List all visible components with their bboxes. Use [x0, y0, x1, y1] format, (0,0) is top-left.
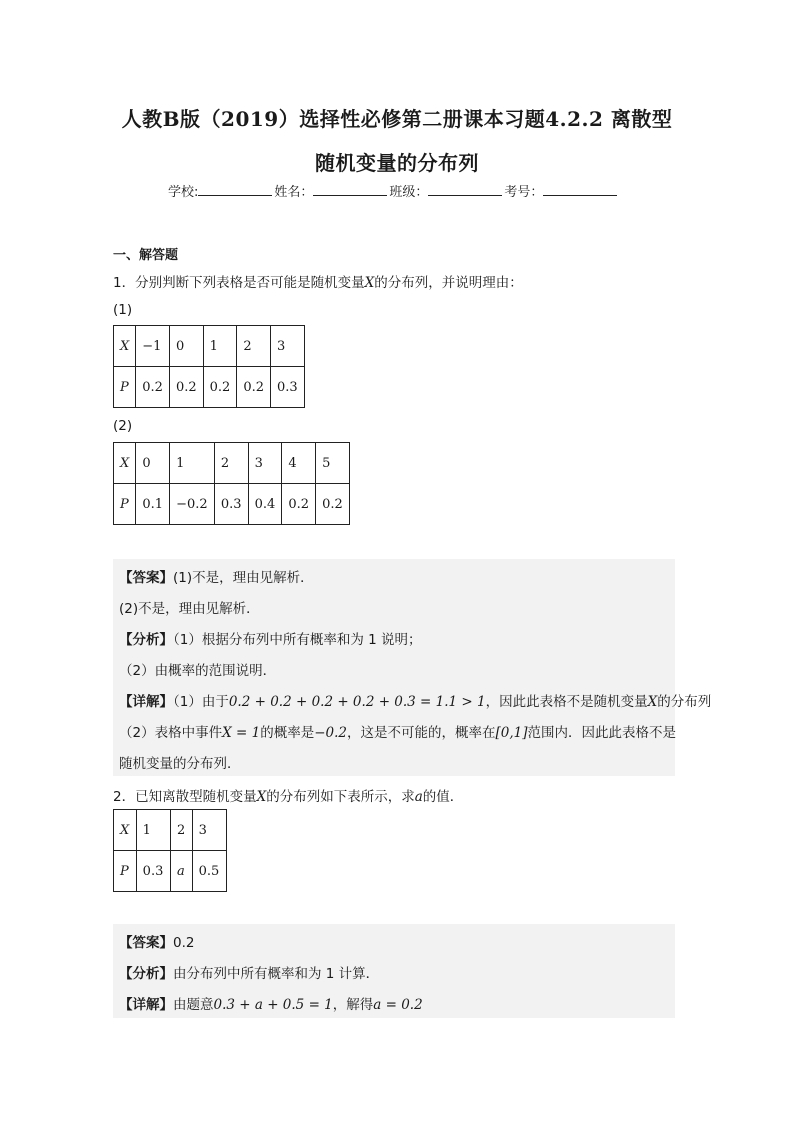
table-cell: 0.2 [203, 367, 237, 408]
q1-answer-line2: (2)不是，理由见解析． [119, 601, 260, 617]
detail-tag: 【详解】 [119, 694, 173, 710]
q1-stem-tail: 的分布列，并说明理由： [374, 275, 523, 291]
q2-stem [113, 785, 463, 805]
table-cell: −0.2 [170, 484, 215, 525]
name-blank [313, 183, 387, 196]
q1-analysis1: （1）根据分布列中所有概率和为 1 说明； [173, 632, 422, 648]
table-cell: 0.2 [169, 367, 203, 408]
q2-stem-var: X [256, 789, 267, 805]
section-title: 一、解答题 [113, 248, 179, 263]
table-header-x: X [114, 810, 137, 851]
table-cell: 4 [282, 443, 316, 484]
q1-stem [113, 271, 523, 291]
q1-stem-var: X [364, 275, 375, 291]
q2-answer: 0.2 [173, 935, 195, 951]
table-cell: 3 [192, 810, 226, 851]
q1-detail2-a: （2）表格中事件 [119, 725, 223, 741]
q1-detail-line2 [119, 721, 676, 741]
q1-detail2-b: 的概率是 [260, 725, 315, 741]
q2-detail-a: 由题意 [173, 997, 214, 1013]
name-label: 姓名： [274, 185, 314, 200]
class-label: 班级： [389, 185, 429, 200]
table-header-p: P [114, 484, 136, 525]
answer-tag: 【答案】 [119, 935, 173, 951]
q1-answer-line1 [119, 566, 314, 586]
table-cell: 2 [170, 810, 192, 851]
q1-detail1-b: ，因此此表格不是随机变量 [485, 694, 648, 710]
table-header-p: P [114, 851, 137, 892]
q1-detail1-c: 的分布列 [657, 694, 712, 710]
table-cell: 0.1 [136, 484, 170, 525]
q2-detail-result: a = 0.2 [373, 997, 423, 1013]
table-cell: 0 [169, 326, 203, 367]
q1-detail2-neg: −0.2 [314, 725, 347, 741]
table-cell: 0.3 [214, 484, 248, 525]
table-row [114, 326, 305, 367]
q1-table1 [113, 325, 305, 408]
school-label: 学校: [168, 185, 199, 200]
school-blank [198, 183, 272, 196]
table-cell: 5 [316, 443, 350, 484]
page-title-line1: 人教B版（2019）选择性必修第二册课本习题4.2.2 离散型 [121, 107, 673, 131]
table-cell: 1 [136, 810, 170, 851]
table-cell: a [170, 851, 192, 892]
q2-detail-line [119, 993, 423, 1013]
q1-answer1: (1)不是，理由见解析． [173, 570, 314, 586]
table-row [114, 851, 227, 892]
table-cell: 0.2 [237, 367, 271, 408]
q2-stem-tail: 的值． [422, 789, 464, 805]
q1-detail1-expr: 0.2 + 0.2 + 0.2 + 0.2 + 0.3 = 1.1 > 1 [228, 694, 486, 710]
q2-analysis: 由分布列中所有概率和为 1 计算． [173, 966, 380, 982]
page-title-line2: 随机变量的分布列 [315, 151, 479, 175]
table-cell: 0 [136, 443, 170, 484]
q1-analysis-line2: （2）由概率的范围说明． [119, 663, 277, 679]
q1-detail1-var: X [647, 694, 658, 710]
table-header-x: X [114, 443, 136, 484]
table-row [114, 810, 227, 851]
q2-stem-text: 2．已知离散型随机变量 [113, 789, 257, 805]
table-cell: 3 [271, 326, 305, 367]
table-cell: 3 [248, 443, 282, 484]
table-cell: 0.2 [316, 484, 350, 525]
q2-detail-expr: 0.3 + a + 0.5 = 1 [213, 997, 333, 1013]
table-row [114, 443, 350, 484]
q1-detail1-a: （1）由于 [173, 694, 229, 710]
q1-detail2-c: ，这是不可能的，概率在 [346, 725, 496, 741]
q1-detail2-expr: X = 1 [222, 725, 261, 741]
q1-detail2-range: [0,1] [495, 725, 528, 741]
table-cell: 0.2 [136, 367, 170, 408]
analysis-tag: 【分析】 [119, 966, 173, 982]
q1-detail-line1 [119, 690, 711, 710]
table-header-p: P [114, 367, 136, 408]
table-cell: 0.5 [192, 851, 226, 892]
q1-analysis-line1 [119, 628, 422, 648]
q2-table [113, 809, 227, 892]
table-header-x: X [114, 326, 136, 367]
table-cell: 0.2 [282, 484, 316, 525]
q2-stem-param: a [414, 789, 423, 805]
q1-stem-text: 1．分别判断下列表格是否可能是随机变量 [113, 275, 365, 291]
id-label: 考号： [504, 185, 544, 200]
table-row [114, 367, 305, 408]
q2-detail-b: ，解得 [332, 997, 374, 1013]
student-info-row [168, 181, 619, 200]
detail-tag: 【详解】 [119, 997, 173, 1013]
table-cell: 2 [214, 443, 248, 484]
q1-detail2-d: 范围内．因此此表格不是 [527, 725, 676, 741]
table-cell: −1 [136, 326, 170, 367]
table-cell: 0.3 [271, 367, 305, 408]
q1-part1-label: (1) [113, 302, 133, 318]
q1-detail-line3: 随机变量的分布列． [119, 756, 241, 772]
q2-analysis-line [119, 962, 379, 982]
id-blank [543, 183, 617, 196]
table-cell: 0.4 [248, 484, 282, 525]
q1-part2-label: (2) [113, 418, 133, 434]
table-cell: 1 [170, 443, 215, 484]
q2-stem-mid: 的分布列如下表所示，求 [266, 789, 415, 805]
q1-table2 [113, 442, 350, 525]
analysis-tag: 【分析】 [119, 632, 173, 648]
table-cell: 2 [237, 326, 271, 367]
answer-tag: 【答案】 [119, 570, 173, 586]
table-row [114, 484, 350, 525]
class-blank [428, 183, 502, 196]
q2-answer-line [119, 931, 194, 951]
table-cell: 1 [203, 326, 237, 367]
table-cell: 0.3 [136, 851, 170, 892]
